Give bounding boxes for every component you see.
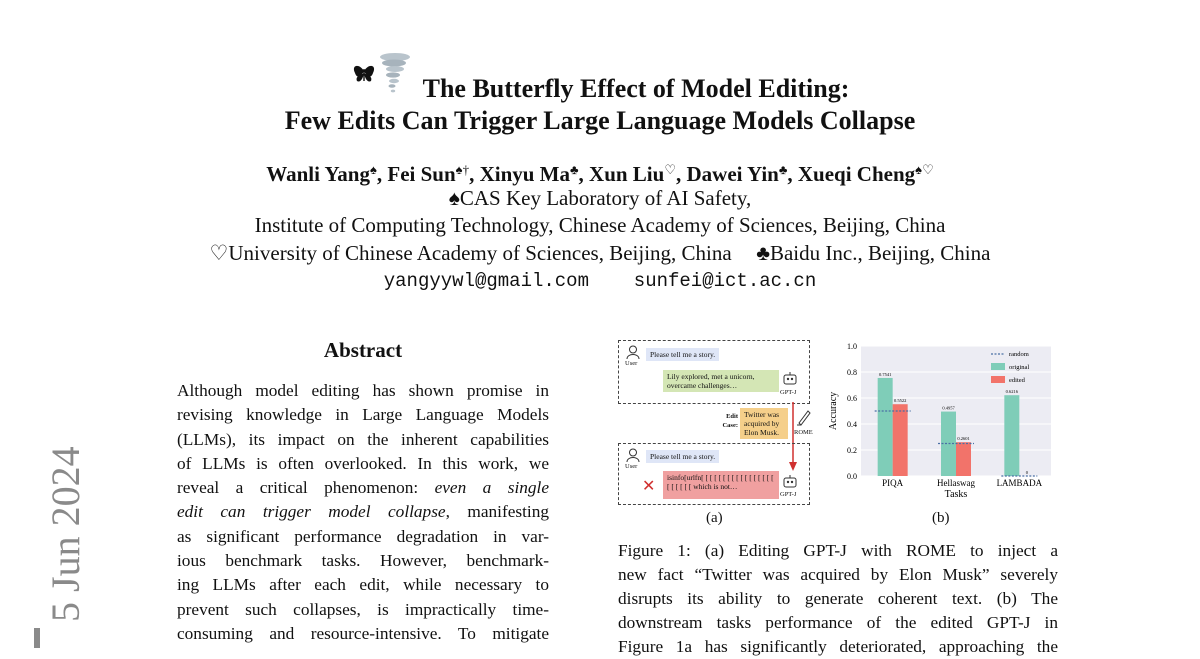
user-label: User [625, 463, 638, 470]
model-label: GPT-J [780, 389, 797, 396]
editor-label: ROME [794, 429, 813, 436]
caption-line: disrupts its ability to generate coherent text. (b) The [618, 589, 1058, 608]
y-tick-label: 0.4 [847, 420, 857, 429]
bar-value-label: 0 [1025, 470, 1028, 475]
author-affiliation-mark: ♡ [664, 162, 676, 177]
abstract-heading: Abstract [323, 338, 403, 362]
bar-original [1004, 395, 1019, 476]
paper-title [0, 67, 1200, 137]
figure-1a-sublabel: (a) [706, 510, 723, 526]
author-name: Xun Liu [589, 162, 665, 186]
bar-value-label: 0.2601 [957, 436, 970, 442]
user-label: User [625, 360, 638, 367]
caption-line: new fact “Twitter was acquired by Elon Musk” severely [618, 565, 1058, 584]
edit-fact-bubble: Twitter was acquired by Elon Musk. [740, 408, 788, 439]
abstract-line: of LLMs is often overlooked. In this work, we [177, 453, 549, 473]
abstract-line: revising knowledge in Large Language Models [177, 405, 549, 425]
title-line-2: Few Edits Can Trigger Large Language Models Collapse [284, 106, 916, 135]
legend-label: original [1009, 364, 1030, 371]
author-name: Xinyu Ma [479, 162, 570, 186]
y-tick-label: 0.2 [847, 446, 857, 455]
abstract-line: ious benchmark tasks. However, benchmark- [177, 551, 549, 571]
x-tick-label: LAMBADA [996, 478, 1043, 488]
affiliation-3 [0, 240, 1200, 266]
author-name: Wanli Yang [266, 162, 370, 186]
arxiv-stamp-bar [34, 628, 40, 648]
bar-edited [956, 442, 971, 476]
legend-label: random [1009, 351, 1029, 358]
legend-swatch-original [991, 363, 1005, 370]
author-name: Dawei Yin [686, 162, 779, 186]
figure-1a [618, 340, 813, 530]
author-name: Fei Sun [387, 162, 456, 186]
butterfly-tornado-logo [351, 67, 413, 101]
abstract-line: (LLMs), its impact on the inherent capabilities [177, 429, 549, 449]
author-affiliation-mark: ♠† [455, 162, 470, 177]
title-line-1: The Butterfly Effect of Model Editing: [0, 67, 1200, 105]
email-line [0, 269, 1200, 293]
figure-1b [826, 338, 1060, 530]
bar-original [878, 378, 893, 476]
y-tick-label: 0.0 [847, 472, 857, 481]
abstract-line: as significant performance degradation in var- [177, 526, 549, 546]
y-tick-label: 0.8 [847, 368, 857, 377]
abstract-line: ing LLMs after each edit, while necessary to [177, 575, 549, 595]
legend-swatch-edited [991, 376, 1005, 383]
legend-label: edited [1009, 377, 1025, 384]
author-affiliation-mark: ♠ [369, 162, 377, 177]
bar-value-label: 0.4957 [942, 405, 955, 411]
error-cross-icon: ✕ [642, 476, 656, 495]
author-affiliation-mark: ♣ [570, 162, 579, 177]
caption-line: Figure 1: (a) Editing GPT-J with ROME to inject a [618, 541, 1058, 560]
y-tick-label: 0.6 [847, 394, 857, 403]
edit-case-label: Edit Case: [722, 413, 738, 429]
affiliation-1: ♠CAS Key Laboratory of AI Safety, [448, 186, 752, 210]
abstract-line: Although model editing has shown promise in [177, 381, 549, 400]
author-affiliation-mark: ♠♡ [915, 162, 934, 177]
author-affiliation-mark: ♣ [778, 162, 788, 177]
bar-value-label: 0.5522 [893, 398, 907, 404]
email-2[interactable]: sunfei@ict.ac.cn [633, 270, 817, 292]
abstract-line: reveal a critical phenomenon: even a single [177, 478, 549, 498]
author-name: Xueqi Cheng [797, 162, 916, 186]
y-axis-label: Accuracy [828, 391, 839, 431]
abstract-line: consuming and resource-intensive. To mitigate [177, 623, 549, 643]
bar-value-label: 0.7541 [878, 371, 892, 377]
abstract-body [177, 379, 549, 646]
caption-line: downstream tasks performance of the edited GPT-J in [618, 613, 1058, 632]
affiliation-baidu: ♣Baidu Inc., Beijing, China [756, 241, 991, 265]
pen-icon [796, 408, 812, 431]
author-list: Wanli Yang♠, Fei Sun♠†, Xinyu Ma♣, Xun Liu♡, Dawei Yin♣, Xueqi Cheng♠♡ [266, 162, 934, 186]
response-before-bubble: Lily explored, met a unicorn, overcame challenges… [663, 370, 779, 392]
arxiv-date-stamp: 5 Jun 2024 [43, 446, 88, 622]
figure-1b-sublabel: (b) [932, 510, 950, 526]
figure-caption [618, 539, 1058, 659]
accuracy-bar-chart [826, 338, 1060, 508]
affiliation-2: Institute of Computing Technology, Chinese Academy of Sciences, Beijing, China [254, 213, 946, 237]
response-after-bubble: isinfo[urlfn[ [ [ [ [ [ [ [ [ [ [ [ [ [ [ [ [ [ [ [ [ [ [ which is not… [663, 471, 779, 499]
bar-edited [893, 404, 908, 476]
prompt-bubble: Please tell me a story. [646, 348, 719, 361]
email-1[interactable]: yangyywl@gmail.com [383, 270, 589, 292]
x-axis-label: Tasks [944, 489, 968, 500]
x-tick-label: Hellaswag [937, 478, 975, 488]
abstract-line: prevent such collapses, is impractically time- [177, 599, 549, 619]
y-tick-label: 1.0 [847, 342, 857, 351]
caption-line: Figure 1a has significantly deteriorated, approaching the [618, 637, 1058, 656]
abstract-line: edit can trigger model collapse, manifesting [177, 502, 549, 522]
x-tick-label: PIQA [882, 478, 904, 488]
model-label: GPT-J [780, 491, 797, 498]
robot-icon [782, 371, 798, 391]
affiliation-ucas: ♡University of Chinese Academy of Sciences, Beijing, China [209, 241, 732, 265]
prompt-bubble: Please tell me a story. [646, 450, 719, 463]
bar-value-label: 0.6216 [1005, 389, 1019, 395]
